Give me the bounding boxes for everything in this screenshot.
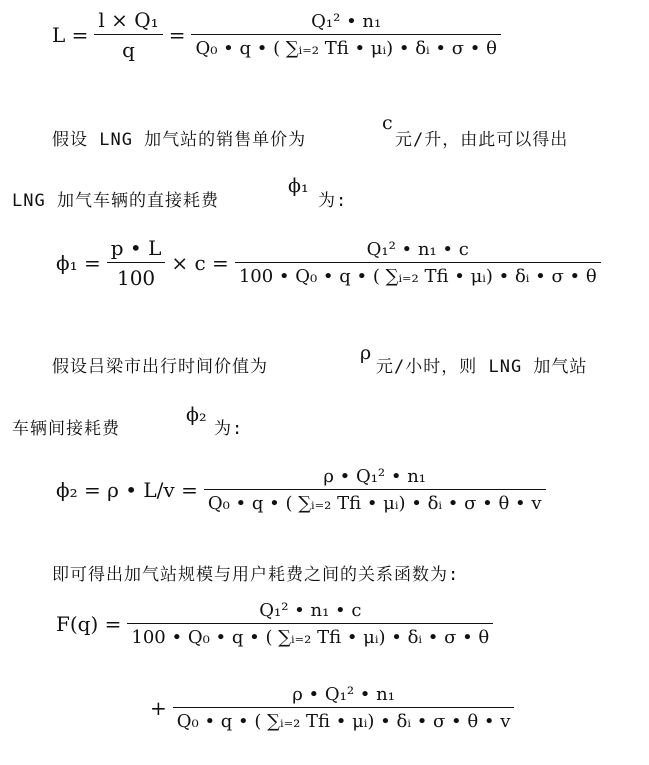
eq4-lhs: F(q) = — [56, 612, 122, 636]
eq2-times: × c = — [171, 251, 229, 275]
eq1-fraction-2 — [191, 11, 500, 59]
symbol-rho: ρ — [360, 342, 372, 364]
p3-after: 元/小时，则 LNG 加气站 — [376, 357, 588, 377]
eq1-frac2-denominator: Q₀ • q • ( ∑ᵢ₌₂ Tfi • μᵢ) • δᵢ • σ • θ — [191, 34, 500, 59]
equation-fq-second-term — [150, 684, 520, 732]
symbol-phi2: ϕ₂ — [186, 404, 207, 426]
equation-phi1 — [56, 236, 607, 290]
eq5-denominator: Q₀ • q • ( ∑ᵢ₌₂ Tfi • μᵢ) • δᵢ • σ • θ • v — [173, 707, 515, 732]
eq2-frac1-denominator: 100 — [107, 262, 166, 290]
equation-phi2 — [56, 466, 552, 514]
eq1-equals: = — [168, 23, 186, 47]
eq4-numerator: Q₁² • n₁ • c — [259, 600, 362, 621]
paragraph-indirect-cost: 车辆间接耗费 — [12, 419, 120, 439]
eq5-plus: + — [150, 696, 167, 720]
eq2-frac2-numerator: Q₁² • n₁ • c — [366, 239, 469, 260]
eq1-frac2-numerator: Q₁² • n₁ — [311, 11, 382, 32]
eq5-fraction — [173, 684, 515, 732]
eq2-fraction-2 — [235, 239, 601, 287]
eq4-denominator: 100 • Q₀ • q • ( ∑ᵢ₌₂ Tfi • μᵢ) • δᵢ • σ • θ — [127, 623, 493, 648]
paragraph-direct-cost: LNG 加气车辆的直接耗费 — [12, 191, 219, 211]
eq1-fraction-1 — [94, 8, 162, 62]
symbol-phi1: ϕ₁ — [288, 175, 309, 197]
equation-l — [52, 8, 507, 62]
eq5-numerator: ρ • Q₁² • n₁ — [292, 684, 395, 705]
equation-fq — [56, 600, 499, 648]
eq4-fraction — [127, 600, 493, 648]
eq3-numerator: ρ • Q₁² • n₁ — [323, 466, 427, 487]
eq2-lhs: ϕ₁ = — [56, 251, 101, 275]
eq1-frac1-denominator: q — [94, 34, 162, 62]
eq3-denominator: Q₀ • q • ( ∑ᵢ₌₂ Tfi • μᵢ) • δᵢ • σ • θ • v — [204, 489, 546, 514]
paragraph-relation: 即可得出加气站规模与用户耗费之间的关系函数为: — [52, 565, 460, 585]
eq1-lhs: L = — [52, 23, 89, 47]
p1-before: 假设 LNG 加气站的销售单价为 — [52, 130, 307, 150]
eq2-frac2-denominator: 100 • Q₀ • q • ( ∑ᵢ₌₂ Tfi • μᵢ) • δᵢ • σ • θ — [235, 262, 601, 287]
eq2-fraction-1 — [107, 236, 166, 290]
eq2-frac1-numerator: p • L — [110, 236, 162, 260]
symbol-c: c — [382, 112, 393, 134]
p4-after: 为: — [214, 419, 244, 439]
p2-after: 为: — [318, 191, 348, 211]
eq3-fraction — [204, 466, 546, 514]
p1-after: 元/升，由此可以得出 — [395, 130, 569, 150]
eq1-frac1-numerator: l × Q₁ — [98, 8, 159, 32]
paragraph-time-value: 假设吕梁市出行时间价值为 — [52, 357, 268, 377]
eq3-lhs: ϕ₂ = ρ • L∕v = — [56, 478, 198, 502]
paragraph-price — [52, 125, 306, 150]
